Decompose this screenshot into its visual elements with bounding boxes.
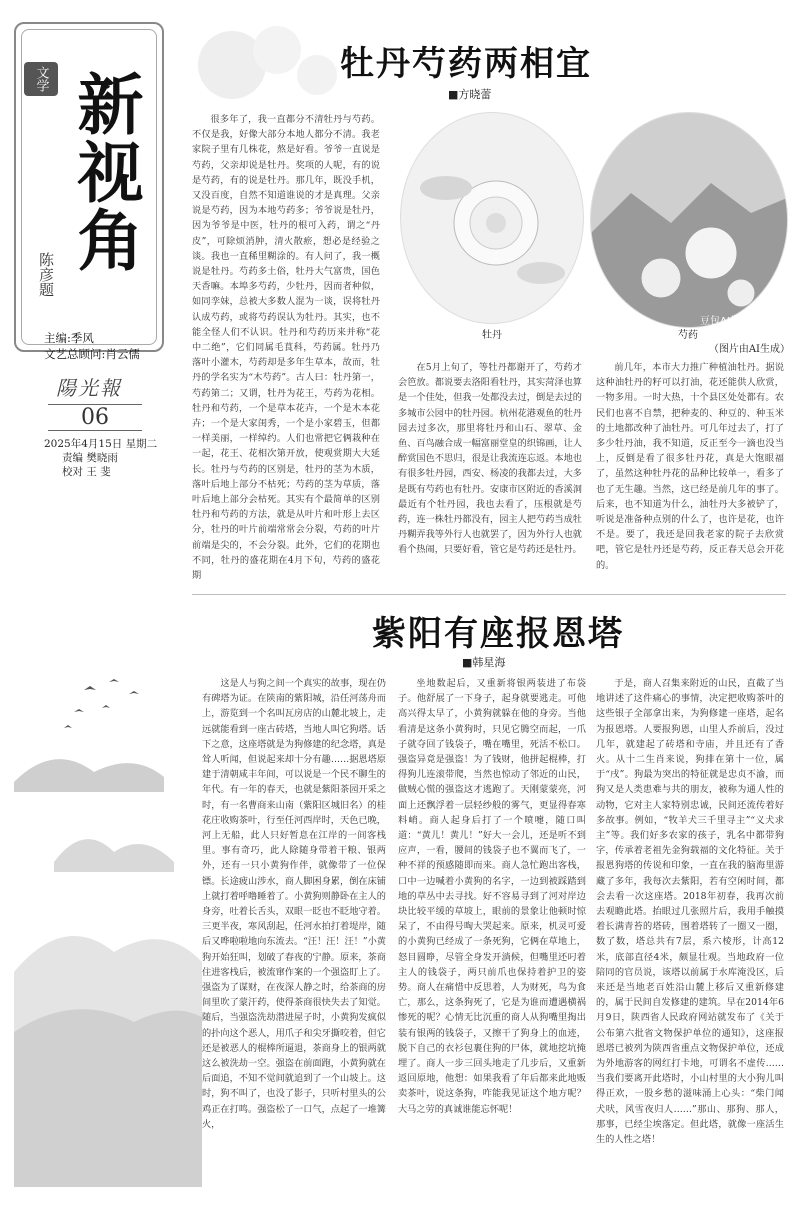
article2-byline: ■韩星海 bbox=[462, 656, 506, 669]
peony-caption: 牡丹 bbox=[482, 330, 502, 341]
article2-column-3: 于是，商人召集来附近的山民，直截了当地讲述了这件痛心的事情，决定把收购茶叶的这些银子全部拿出来，为狗修建一座塔，起名为报恩塔。人要报狗恩，山里人乔前后，没过几年，就建起了砖塔和寺庙，并且还有了香火。从十二生肖来说，狗排在第十一位，属于“戌”。狗最为突出的特征就是忠贞不渝，而狗又是人类患难与共的朋友，被称为通人性的动物，它对主人家特别忠诚，民间还流传着好多故事。例如，“牧羊犬三千里寻主”“义犬求主”等。我们好多农家的孩子，乳名中都带狗字，传承着老祖先金狗载福的文化特征。关于报恩狗塔的传说和印象，一直在我的脑海里游藏了多年，我每次去紫阳，若有空闲时间，都会去看一次这座塔。2018年初春，我再次前去观瞻此塔。抬眼过几张照片后，我用手触摸着长满青苔的塔砖，围着塔转了一圈又一圈，数了数，塔总共有7层，系六棱形，计高12米，底部直径4米，颇显壮观。当地政府一位陪同的官员说，该塔以前属于水库淹没区，后来还是当地老百姓沿山麓上移后又重新修建的，属于民间自发修建的建筑。早在2014年6月9日，陕西省人民政府网站就发布了《关于公布第六批省文物保护单位的通知》，这座报恩塔已被列为陕西省重点文物保护单位，还成为外地游客的网红打卡地，可谓名不虚传……当我们要离开此塔时，小山村里的大小狗儿叫得正欢，一股乡愁的滋味涌上心头：“柴门闻犬吠，风雪夜归人……”那山、那狗、那人，那事，已经尘埃落定。但此塔，就像一座活生生的人性之塔！ bbox=[596, 678, 784, 1146]
article1-column-2: 在5月上旬了，等牡丹都谢开了，芍药才会笆放。都说要去洛阳看牡丹，其实菏泽也算是一个佳处，但我一处都没去过，倒是去过的多城市公园中的牡丹园。杭州花港观鱼的牡丹园去过多次，那里将牡丹和山石、翠草、金鱼、百鸟融合成一幅富丽堂皇的织锦画，让人醉赏国色不思归，很是让我流连忘返。本地也有很多牡丹园，西安、杨凌的我都去过，大多是既有芍药也有牡丹。安康市区附近的香溪洞最近有个牡丹园，我也去看了，压根就是芍药，连一株牡丹都没有，园主人把芍药当成牡丹糊弄我等外行人也就罢了，因为外行人也就看个热闹，只要好看，管它是芍药还是牡丹。 bbox=[398, 362, 582, 556]
proofreader-credit: 校对 王 斐 bbox=[62, 466, 111, 478]
peony-flower-image bbox=[401, 113, 583, 323]
herbaceous-peony-painting bbox=[590, 112, 788, 328]
column-tag: 文学 bbox=[24, 62, 58, 96]
column-name: 新视角 bbox=[66, 70, 144, 274]
editor-credit: 主编:季风 bbox=[44, 331, 94, 345]
page-number: 06 bbox=[48, 404, 142, 431]
article1-column-3: 前几年，本市大力推广种植油牡丹。据说这种油牡丹的籽可以打油，花还能供人欣赏，一物多用。一时大热，十个县区处处都有。农民们也喜不自禁，把种麦的、种豆的、种玉米的土地都改种了油牡丹。可几年过去了，打了多少牡丹油，我不知道，反正至今一滴也没当上，反倒是看了很多牡丹花，真是大饱眼福了，虽然这种牡丹花的品种比较单一，看多了也了无生趣。当然，这已经是前几年的事了。后来，也不知道为什么，油牡丹大多被铲了，听说是准备种点别的什么了，也许是花，也许不是。要了，我还是回我老家的院子去欣赏吧，管它是牡丹还是芍药，反正春天总会开花的。 bbox=[596, 362, 784, 571]
ai-watermark: 豆包AI生成 bbox=[700, 316, 750, 327]
article-divider bbox=[192, 594, 786, 595]
layout-editor-credit: 责编 樊晓雨 bbox=[62, 452, 118, 464]
paper-logo: 陽光報 bbox=[56, 376, 122, 400]
calligrapher-signature: 陈彦题 bbox=[37, 252, 55, 297]
issue-date: 2025年4月15日 星期二 bbox=[44, 438, 158, 450]
herbaceous-peony-caption: 芍药 bbox=[678, 330, 698, 341]
article2-column-1: 这是人与狗之间一个真实的故事，现在仍有碑塔为证。在陕南的紫阳城，沿任河荡舟而上，游览到一个名叫瓦房店的山麓北坡上，走远就能看到一座古砖塔，当地人叫它狗塔。话下之意，这座塔就是为狗修建的纪念塔，真是耸人听闻，但说起来却十分有趣……据恩塔原建于清朝咸丰年间，可以说是一个民不聊生的年代。有一年的春天，也就是紫阳茶园开采之时，有一名曹商来山南（紫阳区城旧名）的桂花庄收购茶叶，行至任河西岸时，天色已晚，河上无船，此人只好暂息在江岸的一间客栈里。事有奇巧，此人除随身带着干粮、银两外，还有一只小黄狗作伴，就像带了一位保镖。长途疲山涉水，商人脚困身累，倒在床铺上就打着呼噜睡着了。小黄狗则静卧在主人的身旁，吐着长舌头，双眼一眨也不眨地守着。三更半夜，寒风刮起，任河水拍打着堤岸，随后又哗啦啦地向东流去。“汪！汪！汪！”小黄狗开始狂叫，划破了春夜的宁静。原来，茶商住进客栈后，被流窜作案的一个强盗盯上了。强盗为了谋财，在夜深人静之时，给茶商的房间里吹了蒙汗药，使得茶商很快失去了知觉。随后，当强盗洗劫潜进屋子时，小黄狗发疯似的扑向这个恶人，用爪子和尖牙撕咬着，但它还是被恶人的棍棒所逼退，茶商身上的银两就这么被洗劫一空。强盗在前面跑，小黄狗就在后面追，不知不觉间就追到了一个山坡上。这时，狗不叫了，也没了影子，只听村里头的公鸡正在打鸣。强盗松了一口气，点起了一堆篝火， bbox=[202, 678, 386, 1130]
advisor-credit: 文艺总顾问:肖云儒 bbox=[44, 347, 140, 361]
peony-painting bbox=[400, 112, 584, 324]
article2-column-2: 坐地数起后，又重新将银两装进了布袋子。他舒展了一下身子，起身就要逃走。可他高兴得太早了，小黄狗就躲在他的身旁。当他看清是这条小黄狗时，只见它腾空而起，一爪子就夺回了钱袋子，嘴在嘴里，死活不松口。强盗异竟是强盗！为了钱财，他拼起棍棒，打得狗儿连滚带爬，当然也惊动了邻近的山民，做贼心慌的强盗这才逃跑了。天刚蒙蒙亮，河面上还飘浮着一层轻纱般的雾气，更显得春寒料峭。商人起身后打了一个喷嚏，随口叫道：“黄儿！黄儿！”好大一会儿，还是听不到应声，一看，腰间的钱袋子也不翼而飞了，一种不祥的预感随即而来。商人急忙跑出客栈，口中一边喊着小黄狗的名字，一边到被踩踏到地的草丛中去寻找。好不容易寻到了河对岸边块比较平缓的草坡上，眼前的景象让他顿时惊呆了，不由得号啕大哭起来。原来，机灵可爱的小黄狗已经成了一条死狗，它俩在草地上，怒目圆睁，尽管全身发开淌候，但嘴里还叼着主人的钱袋子，两只前爪也保持着护卫的姿势。商人在痛惜中反思着，人为财死，鸟为食亡，那么，这条狗死了，它是为谁而遭遇横祸惨死的呢？心情无比沉重的商人从狗嘴里掏出装有银两的钱袋子，又擦干了狗身上的血迹，脱下自己的衣衫包裹住狗的尸体，就地挖坑掩埋了。商人一步三回头地走了几步后，又重新返回原地，他想：如果我看了年后都来此地贩卖茶叶，说这条狗，咋能我见证这个地方呢？大马之劳的真诚谁能忘怀呢！ bbox=[398, 678, 586, 1115]
column-masthead bbox=[14, 22, 166, 478]
landscape-decoration bbox=[14, 672, 202, 1187]
article2-title: 紫阳有座报恩塔 bbox=[372, 614, 624, 654]
herbaceous-peony-image bbox=[591, 113, 787, 327]
image-credit-note: （图片由AI生成） bbox=[708, 344, 790, 355]
article1-byline: ■方晓蕾 bbox=[448, 88, 492, 101]
article1-title: 牡丹芍药两相宜 bbox=[340, 44, 592, 84]
article1-column-1: 很多年了，我一直都分不清牡丹与芍药。不仅是我，好像大部分本地人都分不清。我老家院子里有几株花，熬是好看。爷爷一直说是芍药，父亲却说是牡丹。奖项的人呢，有的说是芍药，有的说是牡丹。那几年，既没手机，又没百度，自然不知道谁说的才是真理。父亲说是芍药，因为本地芍药多；爷爷说是牡丹，因为爷爷是中医，牡丹的根可入药，谓之“丹皮”，可除烦消肿，清火散瘀，想必是经验之谈。我也一直稀里糊涂的。有人问了，我一概说是牡丹。芍药多土俗，牡丹大气富贵，国色天香嘛。本埠多芍药，少牡丹，因而者种似，如同孪妹，总被大多数人混为一谈，误将牡丹认成芍药，或将芍药误认为牡丹。其实，也不能全怪人们不认识。牡丹和芍药历来并称“花中二绝”，它们同属毛茛科，芍药属。牡丹乃落叶小灌木，芍药却是多年生草本，故而，牡丹的学名实为“木芍药”。古人曰：牡丹第一，芍药第二；又谓，牡丹为花王，芍药为花相。牡丹和芍药，一个是草本花卉，一个是木本花卉；一个是大家闺秀，一个是小家碧玉，但都一样美丽，一样绰约。人们也常把它俩栽种在一起，花王、花相次第开放，使观赏期大大延长。牡丹与芍药的区别是，牡丹的茎为木质，落叶后地上部分不枯死；芍药的茎为草质，落叶后地上部分会枯死。其实有个最简单的区别牡丹和芍药的方法，就是从叶片和叶形上去区分，牡丹的叶片前端常常会分裂，芍药的叶片前端是尖的，不会分裂。此外，它们的花期也不同，牡丹的盛花期在4月下旬，芍药的盛花期 bbox=[192, 114, 380, 582]
blossom-decoration bbox=[192, 20, 362, 115]
